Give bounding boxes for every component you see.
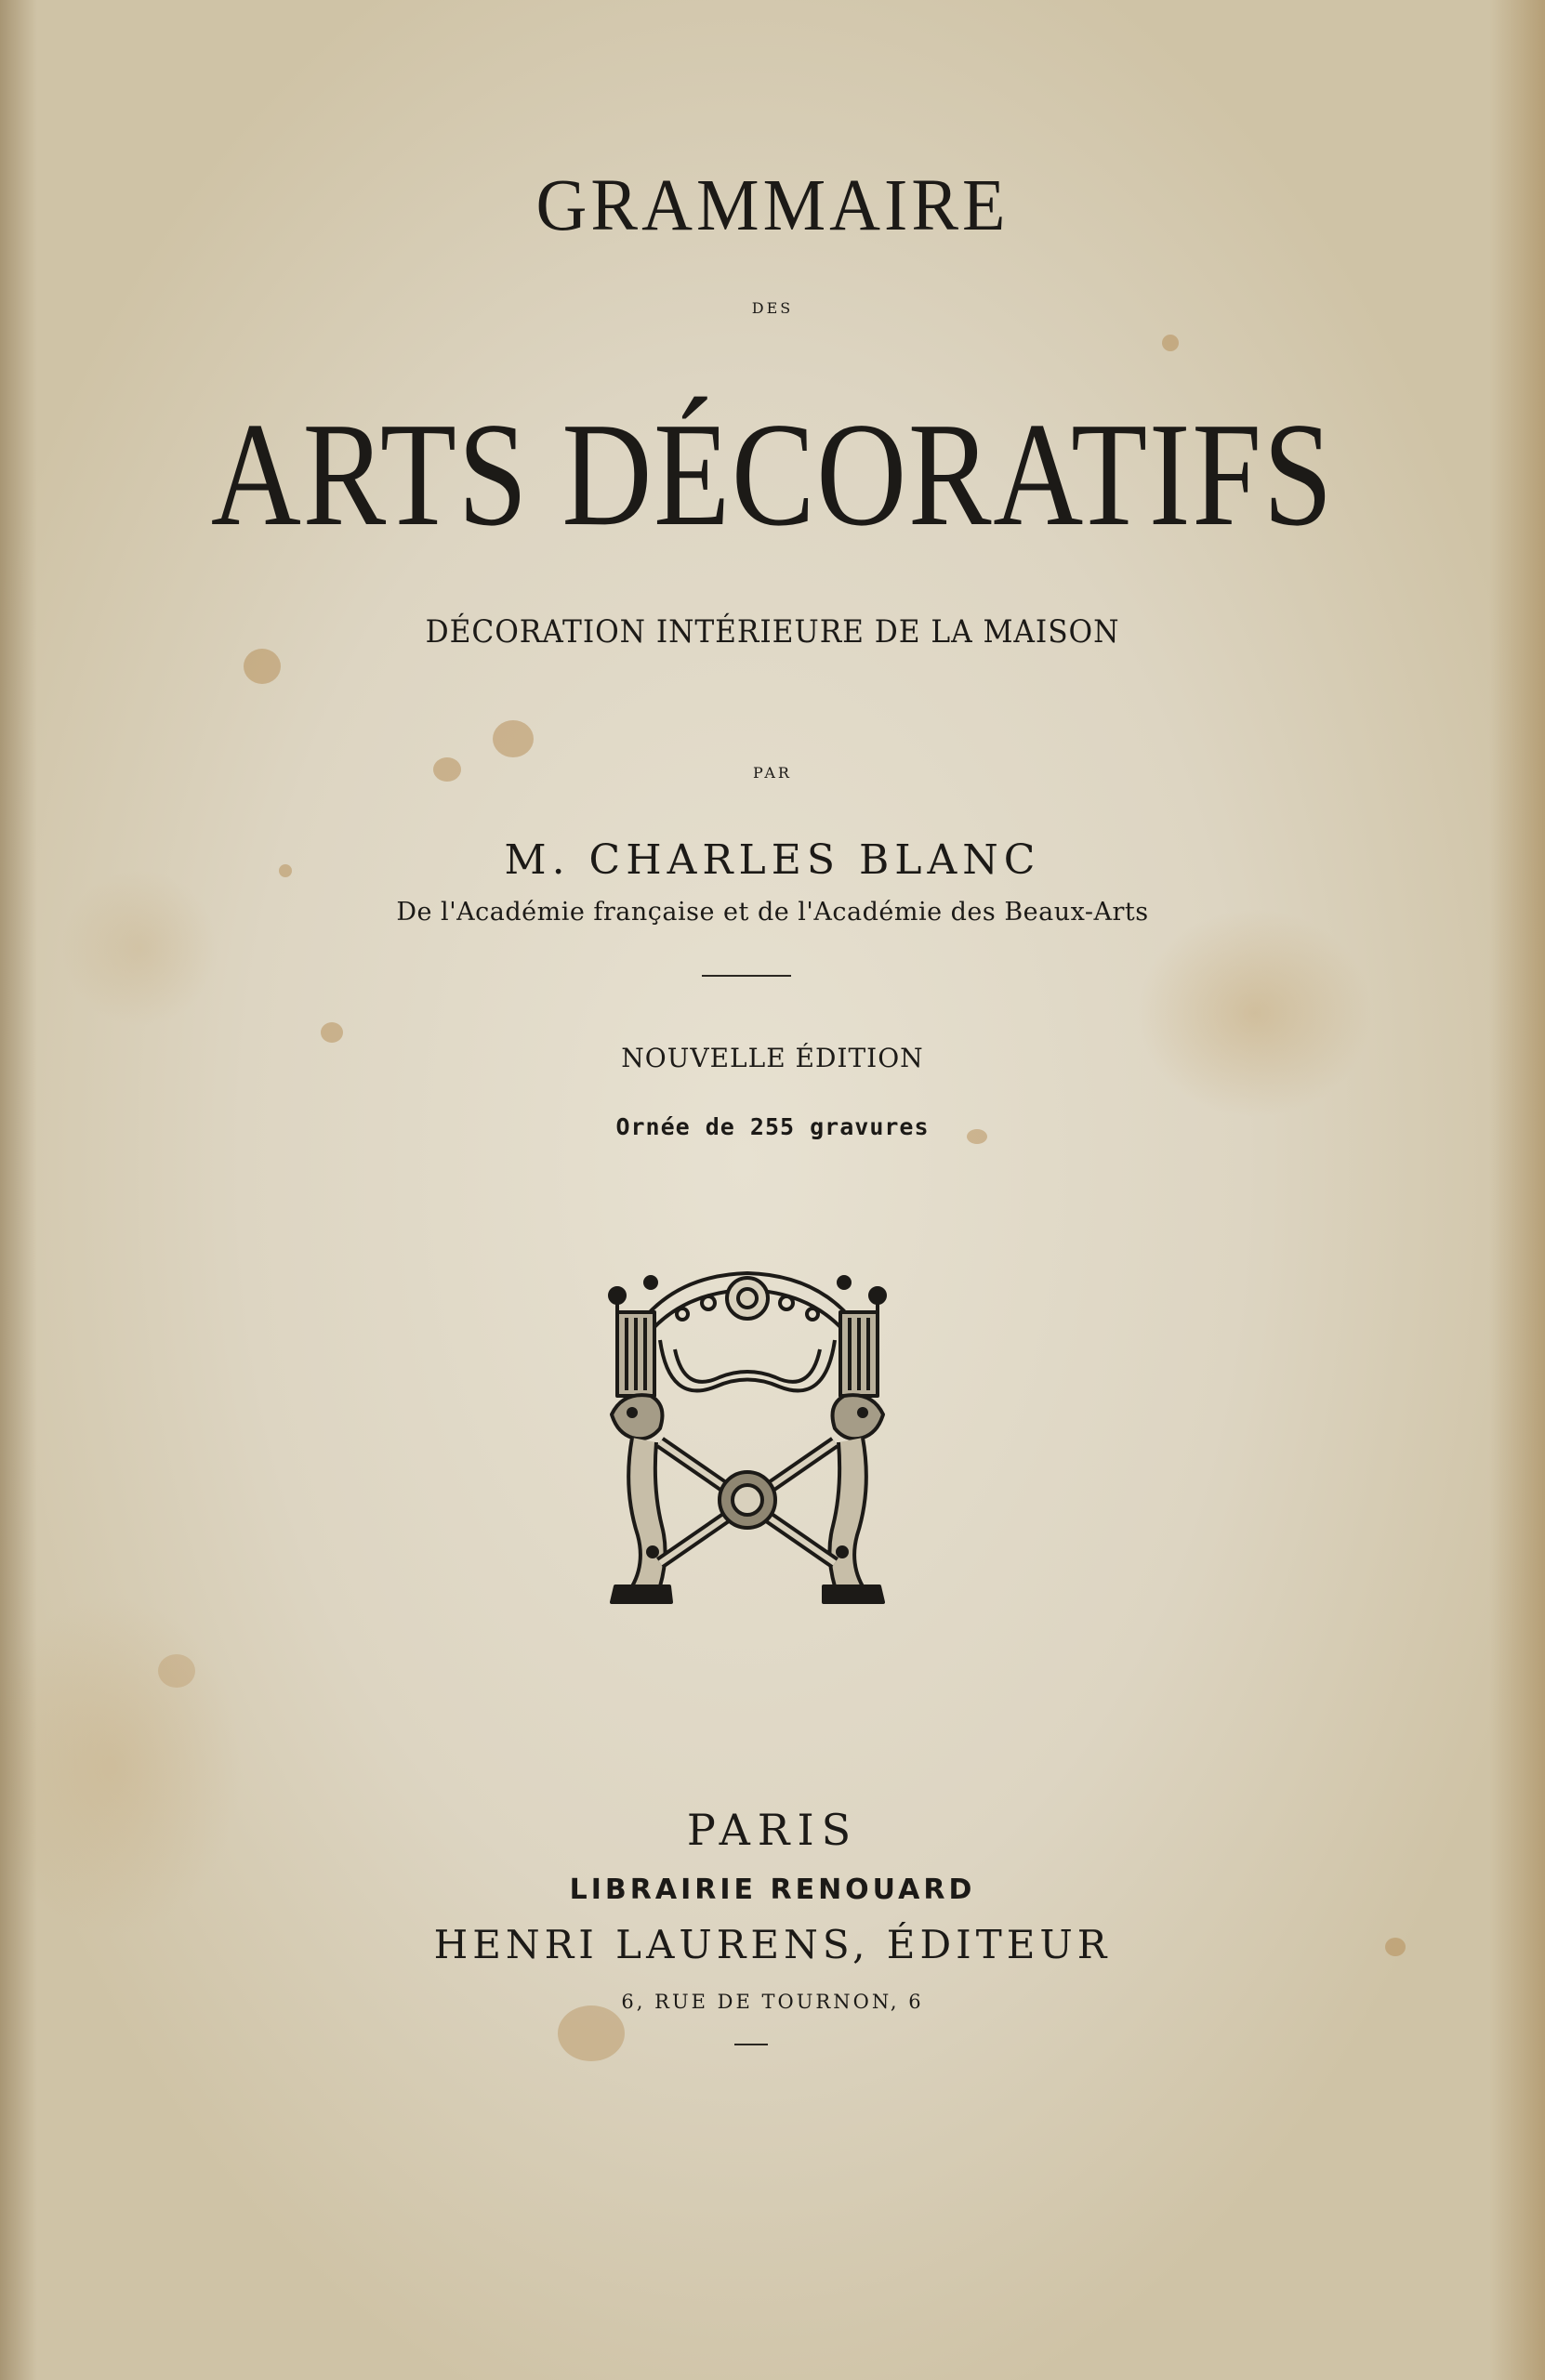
book-subtitle: DÉCORATION INTÉRIEURE DE LA MAISON [425,613,1120,651]
book-title-line2: ARTS DÉCORATIFS [210,391,1335,557]
foxing-spot [493,720,534,757]
book-title-line1: GRAMMAIRE [535,164,1010,247]
author-name: M. CHARLES BLANC [504,836,1041,884]
divider-rule [702,975,791,977]
closing-rule [734,2044,768,2045]
foxing-spot [321,1022,343,1043]
edition-label: NOUVELLE ÉDITION [621,1043,924,1073]
illustrations-note: Ornée de 255 gravures [615,1113,930,1140]
ornate-throne-chair-icon [604,1256,891,1611]
foxing-spot [558,2005,625,2061]
title-connector: DES [751,299,794,317]
author-affiliation: De l'Académie française et de l'Académie des Beaux-Arts [396,898,1149,927]
imprint-address: 6, RUE DE TOURNON, 6 [621,1991,924,2013]
imprint-city: PARIS [686,1805,859,1855]
imprint-publisher: LIBRAIRIE RENOUARD [569,1874,976,1906]
foxing-spot [158,1654,195,1688]
by-label: PAR [753,764,792,782]
foxing-spot [244,649,281,684]
imprint-editor: HENRI LAURENS, ÉDITEUR [433,1922,1112,1967]
foxing-spot [1162,335,1179,351]
